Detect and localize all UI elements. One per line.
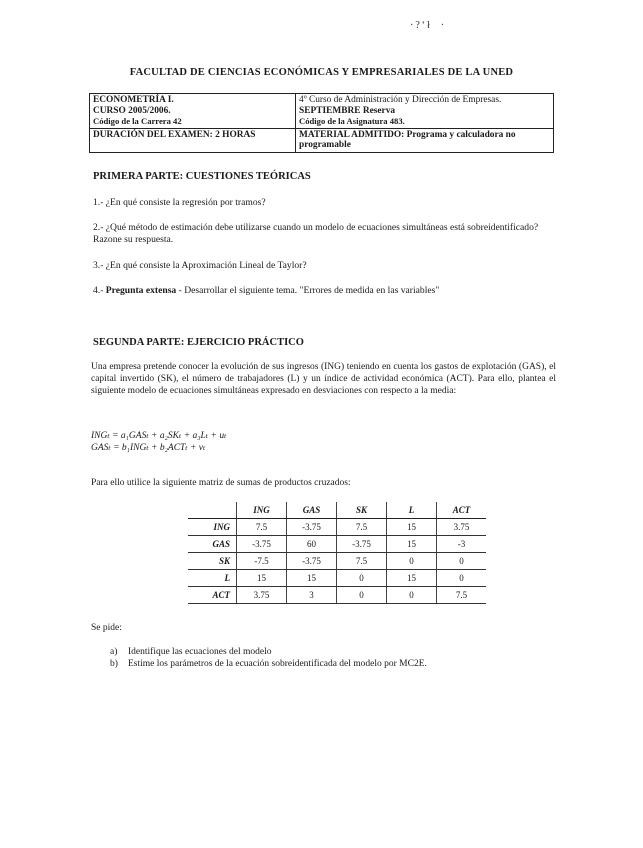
question-4 xyxy=(93,285,555,297)
matrix-col-header: SK xyxy=(337,502,387,519)
page-corner-mark: ·?‘ł · xyxy=(410,20,447,31)
part2-title: SEGUNDA PARTE: EJERCICIO PRÁCTICO xyxy=(93,337,304,348)
exercise-statement: Una empresa pretende conocer la evolución de sus ingresos (ING) teniendo en cuenta los gastos de explotación (GAS), el capital invertido (SK), el número de trabajadores (L) y un índice de actividad económica (ACT). Para ello, plantea el siguiente modelo de ecuaciones simultáneas expresado en desviaciones con respecto a la media: xyxy=(91,362,556,396)
matrix-cell: 7.5 xyxy=(237,519,287,536)
matrix-cell: 0 xyxy=(387,553,437,570)
matrix-cell: 15 xyxy=(387,536,437,553)
matrix-cell: -3.75 xyxy=(287,553,337,570)
matrix-row-header: ACT xyxy=(188,587,237,604)
task-item-a xyxy=(110,646,272,658)
career-code: Código de la Carrera 42 xyxy=(93,116,182,126)
matrix-row-header: GAS xyxy=(188,536,237,553)
part1-title: PRIMERA PARTE: CUESTIONES TEÓRICAS xyxy=(93,171,311,182)
matrix-cell: -3.75 xyxy=(337,536,387,553)
matrix-cell: 7.5 xyxy=(337,519,387,536)
matrix-cell: -3 xyxy=(437,536,487,553)
matrix-cell: 0 xyxy=(437,570,487,587)
exam-duration: DURACIÓN DEL EXAMEN: 2 HORAS xyxy=(90,128,296,152)
equation-2: GASₜ = b₁INGₜ + b₂ACTₜ + vₜ xyxy=(91,443,206,453)
matrix-cell: 15 xyxy=(387,519,437,536)
faculty-title: FACULTAD DE CIENCIAS ECONÓMICAS Y EMPRESARIALES DE LA UNED xyxy=(129,67,514,78)
matrix-cell: -3.75 xyxy=(237,536,287,553)
matrix-row-header: L xyxy=(188,570,237,587)
exam-header-table xyxy=(89,93,554,153)
matrix-row-header: ING xyxy=(188,519,237,536)
matrix-cell: -3.75 xyxy=(287,519,337,536)
matrix-cell: 3 xyxy=(287,587,337,604)
matrix-cell: 15 xyxy=(387,570,437,587)
exam-session: SEPTIEMBRE Reserva xyxy=(299,105,396,116)
course-year: CURSO 2005/2006. xyxy=(93,105,171,116)
matrix-cell: 3.75 xyxy=(237,587,287,604)
matrix-cell: 60 xyxy=(287,536,337,553)
question-4-number: 4.- xyxy=(93,285,104,296)
question-4-text: - Desarrollar el siguiente tema. "Errores de medida en las variables" xyxy=(176,285,440,296)
matrix-col-header: GAS xyxy=(287,502,337,519)
matrix-row-header: SK xyxy=(188,553,237,570)
task-text: Estime los parámetros de la ecuación sobreidentificada del modelo por MC2E. xyxy=(128,659,427,669)
course-info-cell xyxy=(90,94,296,129)
subject-code: Código de la Asignatura 483. xyxy=(299,116,405,126)
degree-name: 4º Curso de Administración y Dirección de Empresas. xyxy=(299,95,502,105)
matrix-col-header: ING xyxy=(237,502,287,519)
cross-products-matrix xyxy=(188,502,486,604)
question-2: 2.- ¿Qué método de estimación debe utilizarse cuando un modelo de ecuaciones simultáneas está sobreidentificado? Razone su respuesta. xyxy=(93,222,539,245)
task-marker: b) xyxy=(110,659,118,669)
matrix-corner xyxy=(188,502,237,519)
question-1: 1.- ¿En qué consiste la regresión por tramos? xyxy=(93,197,266,208)
matrix-cell: 15 xyxy=(237,570,287,587)
task-marker: a) xyxy=(110,647,118,657)
matrix-cell: 0 xyxy=(337,587,387,604)
se-pide-label: Se pide: xyxy=(91,623,122,633)
question-3: 3.- ¿En qué consiste la Aproximación Lineal de Taylor? xyxy=(93,260,307,271)
matrix-cell: 7.5 xyxy=(437,587,487,604)
matrix-cell: 15 xyxy=(287,570,337,587)
matrix-intro: Para ello utilice la siguiente matriz de sumas de productos cruzados: xyxy=(91,478,351,488)
matrix-cell: 0 xyxy=(437,553,487,570)
matrix-cell: -7.5 xyxy=(237,553,287,570)
equation-1: INGₜ = a₁GASₜ + a₂SKₜ + a₃Lₜ + uₜ xyxy=(91,431,227,441)
task-text: Identifique las ecuaciones del modelo xyxy=(128,647,272,657)
course-name: ECONOMETRÍA I. xyxy=(93,95,174,105)
allowed-material: MATERIAL ADMITIDO: Programa y calculadora no programable xyxy=(296,128,554,152)
question-4-label: Pregunta extensa xyxy=(105,285,177,296)
degree-info-cell xyxy=(296,94,554,129)
matrix-cell: 0 xyxy=(387,587,437,604)
matrix-cell: 7.5 xyxy=(337,553,387,570)
matrix-col-header: ACT xyxy=(437,502,487,519)
matrix-col-header: L xyxy=(387,502,437,519)
matrix-cell: 3.75 xyxy=(437,519,487,536)
matrix-cell: 0 xyxy=(337,570,387,587)
task-item-b xyxy=(110,658,427,670)
